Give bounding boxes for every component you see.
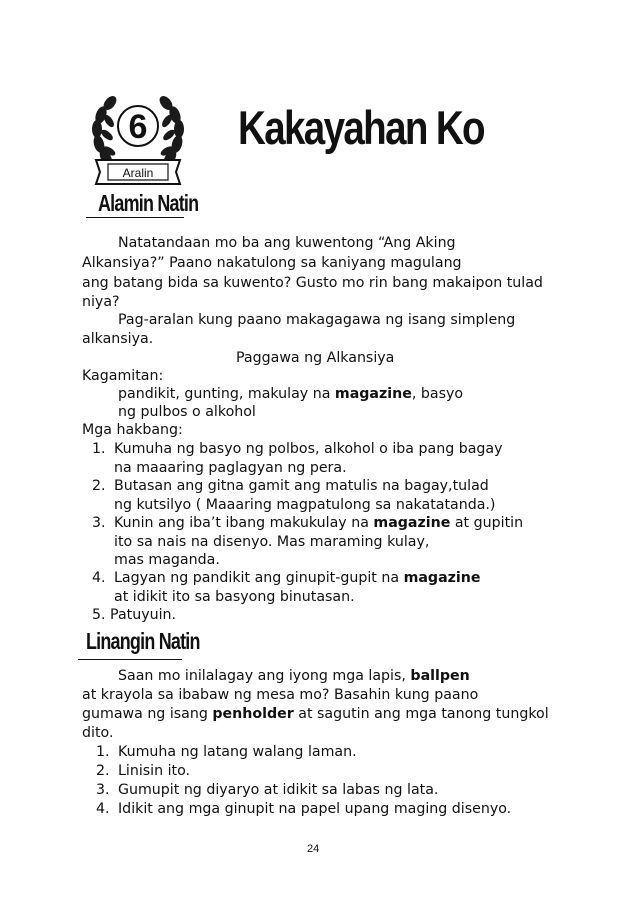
step-2-line1: Butasan ang gitna gamit ang matulis na bagay,tulad [114,478,489,494]
linangin-item-4-number: 4. [96,801,110,817]
hakbang-label: Mga hakbang: [82,422,183,438]
para1-line1: Natatandaan mo ba ang kuwentong “Ang Aking [118,235,456,251]
linangin-item-4: Idikit ang mga ginupit na papel upang maging disenyo. [118,801,512,817]
para1-line2: Alkansiya?” Paano nakatulong sa kaniyang magulang [82,255,462,271]
step-3-line2: ito sa nais na disenyo. Mas maraming kulay, [114,534,430,550]
para1-line3: ang batang bida sa kuwento? Gusto mo rin bang makaipon tulad [82,275,543,291]
page-number: 24 [307,843,320,855]
kagamitan-label: Kagamitan: [82,368,164,384]
linangin-line3: gumawa ng isang penholder at sagutin ang mga tanong tungkol [82,706,549,722]
linangin-item-1-number: 1. [96,744,110,760]
step-5: 5. Patuyuin. [92,607,177,623]
badge-label: Aralin [122,166,154,180]
kagamitan-line1: pandikit, gunting, makulay na magazine, basyo [118,386,464,402]
step-1-line1: Kumuha ng basyo ng polbos, alkohol o iba pang bagay [114,441,503,457]
step-2-line2: ng kutsilyo ( Maaaring magpatulong sa nakatatanda.) [114,497,496,513]
section-linangin-underline [78,659,182,660]
step-4-number: 4. [92,570,106,586]
para1-line4: niya? [82,294,120,310]
linangin-item-2-number: 2. [96,763,110,779]
section-alamin-title: Alamin Natin [98,190,199,216]
step-3-number: 3. [92,515,106,531]
para2-line1: Pag-aralan kung paano makagagawa ng isang simpleng [118,312,516,328]
section-alamin-underline [86,217,184,218]
linangin-line4: dito. [82,725,114,741]
linangin-item-2: Linisin ito. [118,763,191,779]
linangin-item-3-number: 3. [96,782,110,798]
linangin-item-3: Gumupit ng diyaryo at idikit sa labas ng lata. [118,782,439,798]
step-3-line1: Kunin ang iba’t ibang makukulay na magazine at gupitin [114,515,524,531]
step-4-line2: at idikit ito sa basyong binutasan. [114,589,355,605]
page-title: Kakayahan Ko [238,101,484,154]
step-4-line1: Lagyan ng pandikit ang ginupit-gupit na magazine [114,570,481,586]
subtitle: Paggawa ng Alkansiya [236,350,395,366]
section-linangin-title: Linangin Natin [86,628,200,654]
linangin-line1: Saan mo inilalagay ang iyong mga lapis, ballpen [118,668,470,684]
step-3-line3: mas maganda. [114,552,220,568]
para2-line2: alkansiya. [82,331,154,347]
step-1-line2: na maaaring paglagyan ng pera. [114,460,347,476]
linangin-item-1: Kumuha ng latang walang laman. [118,744,357,760]
step-1-number: 1. [92,441,106,457]
step-2-number: 2. [92,478,106,494]
laurel-badge-icon [86,88,190,192]
badge-number: 6 [128,108,148,146]
linangin-line2: at krayola sa ibabaw ng mesa mo? Basahin kung paano [82,687,479,703]
kagamitan-line2: ng pulbos o alkohol [118,404,256,420]
